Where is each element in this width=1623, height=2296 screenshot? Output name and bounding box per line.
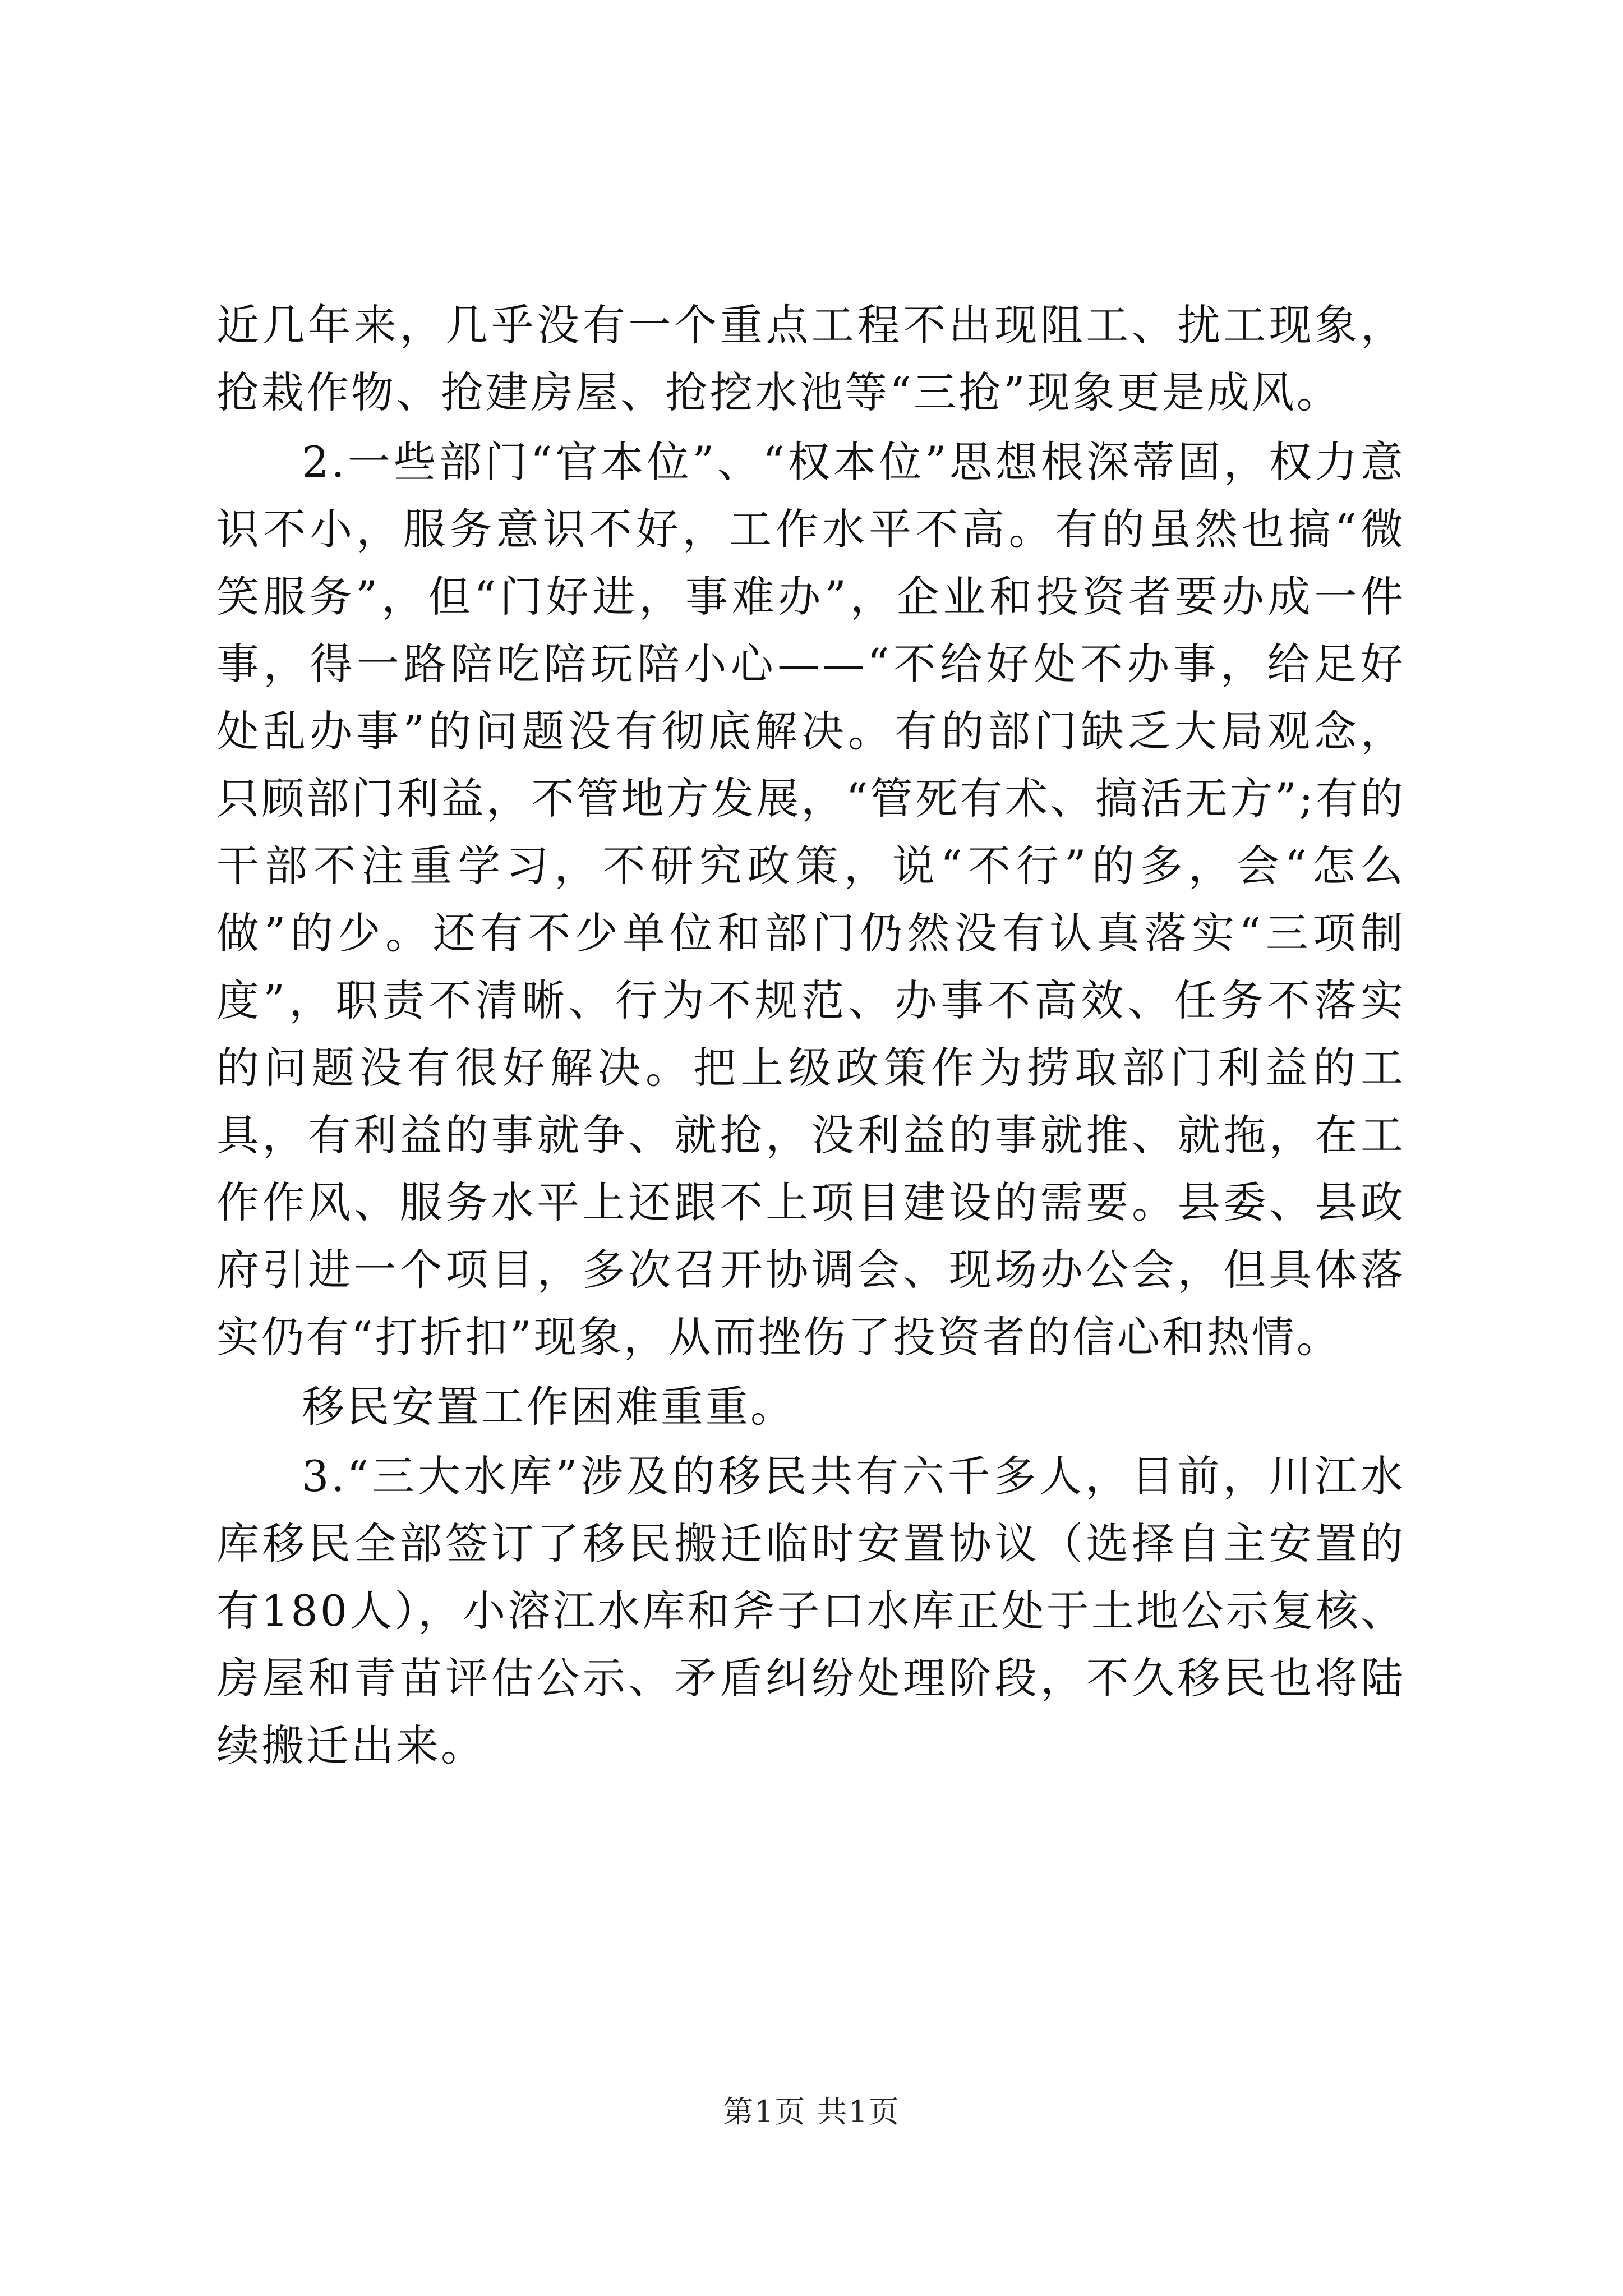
- paragraph-item-2: 2.一些部门“官本位”、“权本位”思想根深蒂固，权力意识不小，服务意识不好，工作水平不高。有的虽然也搞“微笑服务”，但“门好进，事难办”，企业和投资者要办成一件事，得一路陪吃陪玩陪小心——“不给好处不办事，给足好处乱办事”的问题没有彻底解决。有的部门缺乏大局观念，只顾部门利益，不管地方发展，“管死有术、搞活无方”;有的干部不注重学习，不研究政策，说“不行”的多，会“怎么做”的少。还有不少单位和部门仍然没有认真落实“三项制度”，职责不清晰、行为不规范、办事不高效、任务不落实的问题没有很好解决。把上级政策作为捞取部门利益的工具，有利益的事就争、就抢，没利益的事就推、就拖，在工作作风、服务水平上还跟不上项目建设的需要。县委、县政府引进一个项目，多次召开协调会、现场办公会，但具体落实仍有“打折扣”现象，从而挫伤了投资者的信心和热情。: [216, 437, 1405, 1362]
- document-body: [216, 292, 1405, 1782]
- page-footer: 第1页 共1页: [723, 2094, 900, 2129]
- paragraph-continued: 近几年来，几乎没有一个重点工程不出现阻工、扰工现象，抢栽作物、抢建房屋、抢挖水池等“三抢”现象更是成风。: [216, 300, 1405, 417]
- section-heading-resettlement: 移民安置工作困难重重。: [302, 1382, 795, 1432]
- paragraph-item-3: 3.“三大水库”涉及的移民共有六千多人，目前，川江水库移民全部签订了移民搬迁临时安置协议（选择自主安置的有180人），小溶江水库和斧子口水库正处于土地公示复核、房屋和青苗评估公示、矛盾纠纷处理阶段，不久移民也将陆续搬迁出来。: [216, 1451, 1405, 1770]
